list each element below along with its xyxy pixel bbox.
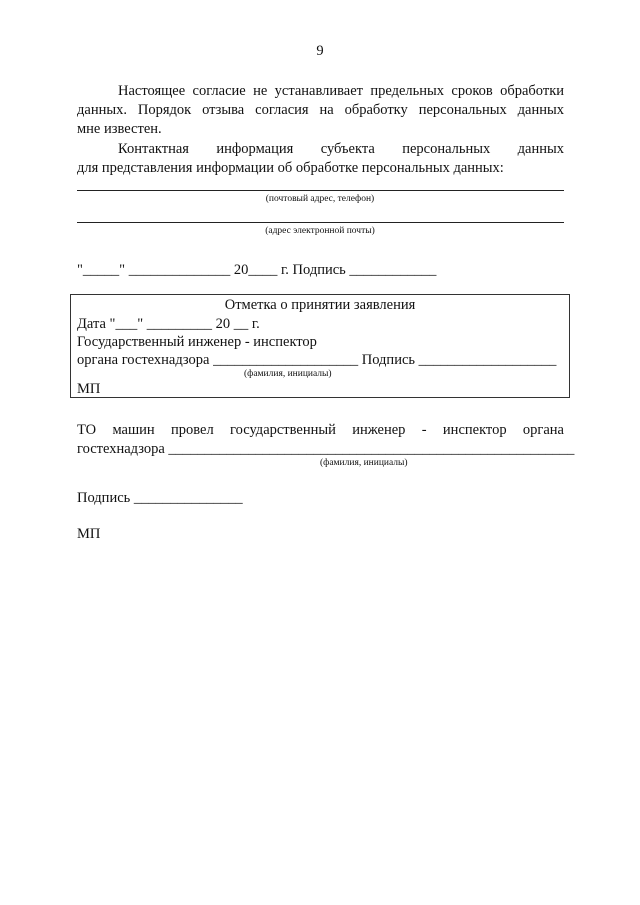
contact-info-heading: Контактная информация субъекта персональных данных <box>118 141 564 157</box>
inspector-name-hint: (фамилия, инициалы) <box>244 369 332 379</box>
footer-stamp-placeholder: МП <box>77 526 101 542</box>
postal-address-hint: (почтовый адрес, телефон) <box>265 194 375 204</box>
page-number: 9 <box>316 43 324 59</box>
inspector-signature-line[interactable]: органа гостехнадзора ____________________ Подпись ___________________ <box>77 352 557 368</box>
consent-text-line: мне известен. <box>77 121 162 137</box>
inspection-name-hint: (фамилия, инициалы) <box>320 458 408 468</box>
consent-text-line: данных. Порядок отзыва согласия на обработку персональных данных <box>77 102 564 118</box>
footer-signature-line[interactable]: Подпись _______________ <box>77 490 243 506</box>
date-signature-line[interactable]: "_____" ______________ 20____ г. Подпись ____________ <box>77 262 437 278</box>
email-field[interactable] <box>77 222 564 223</box>
inspection-inspector-line[interactable]: гостехнадзора ________________________________________________________ <box>77 441 575 457</box>
acceptance-title: Отметка о принятии заявления <box>224 297 416 313</box>
inspector-title-line: Государственный инженер - инспектор <box>77 334 317 350</box>
postal-address-field[interactable] <box>77 190 564 191</box>
stamp-placeholder: МП <box>77 381 101 397</box>
inspection-text-line: ТО машин провел государственный инженер - инспектор органа <box>77 422 564 438</box>
email-hint: (адрес электронной почты) <box>265 226 375 236</box>
contact-info-subheading: для представления информации об обработке персональных данных: <box>77 160 504 176</box>
acceptance-date-line[interactable]: Дата "___" _________ 20 __ г. <box>77 316 260 332</box>
consent-text-line: Настоящее согласие не устанавливает предельных сроков обработки <box>118 83 564 99</box>
